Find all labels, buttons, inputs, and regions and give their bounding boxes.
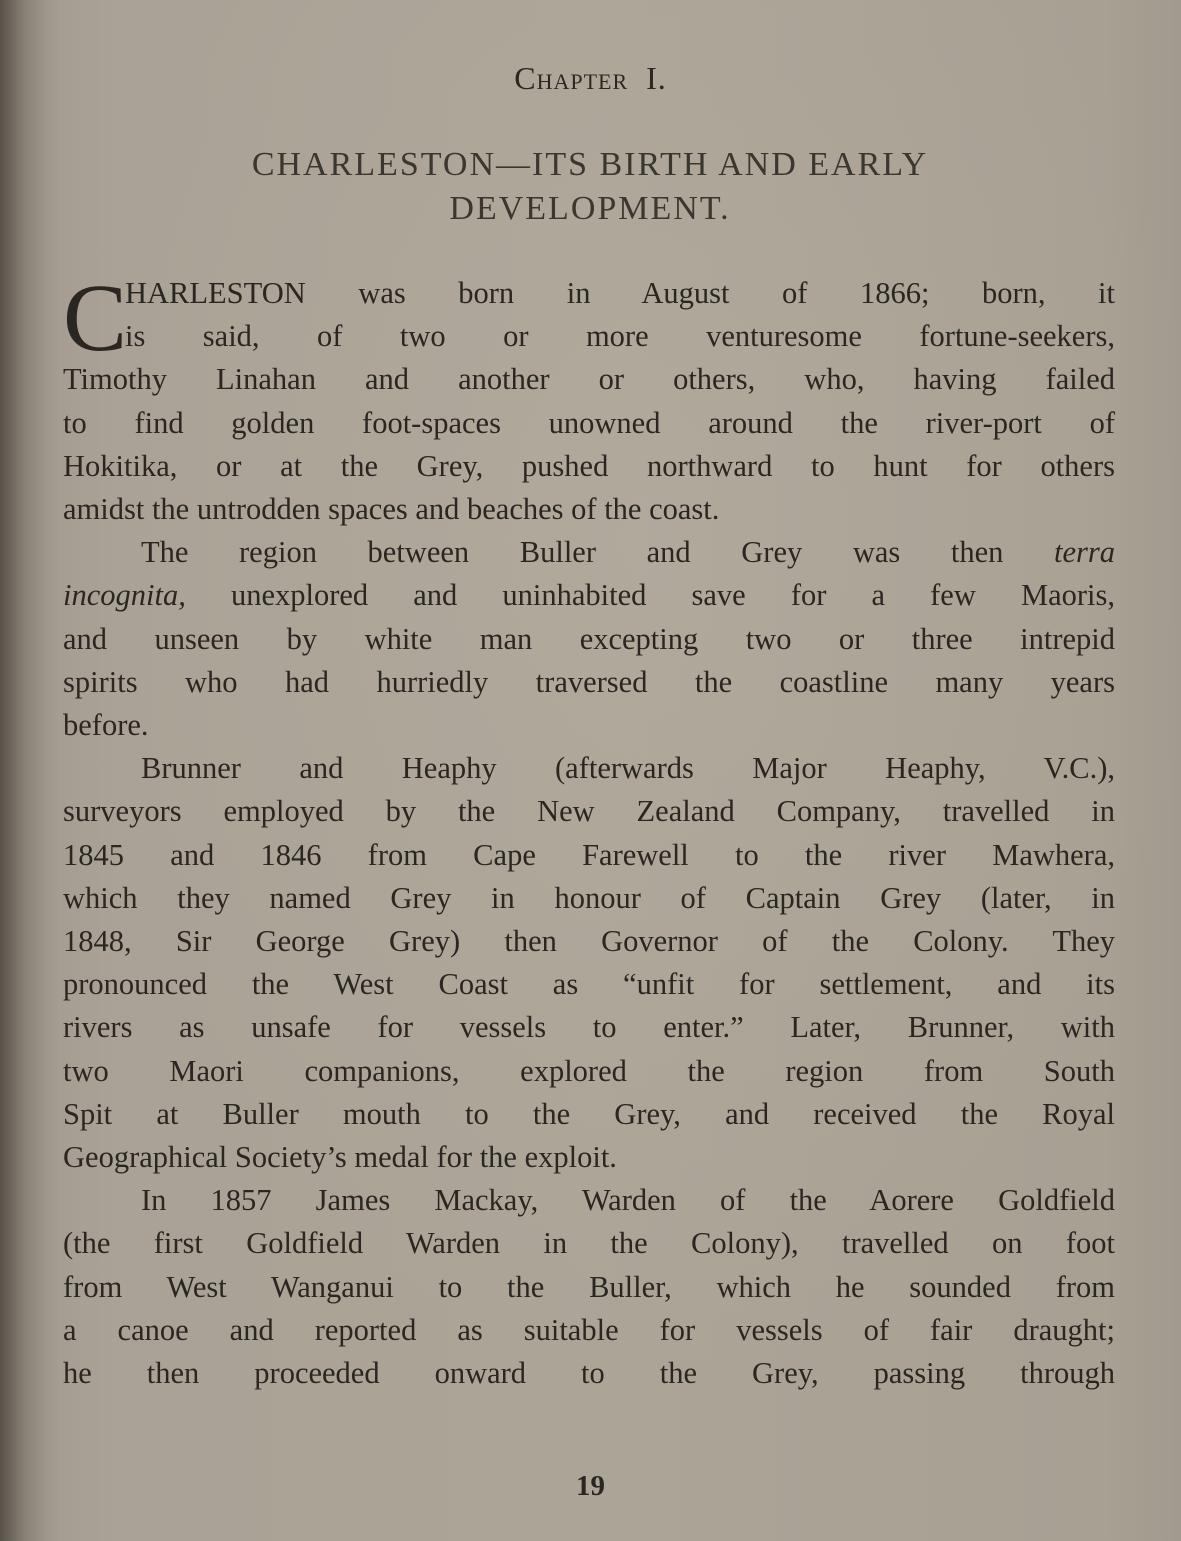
para2-line-5: before.: [63, 708, 149, 743]
para1-line-3: Timothy Linahan and another or others, who, having failed: [63, 362, 1115, 397]
para3-line-2: surveyors employed by the New Zealand Company, travelled in: [63, 794, 1115, 829]
para2-line-4: spirits who had hurriedly traversed the coastline many years: [63, 664, 1115, 699]
page-number: 19: [576, 1470, 605, 1502]
para1-line-6: amidst the untrodden spaces and beaches of the coast.: [63, 492, 720, 527]
body-text: [63, 264, 1115, 1395]
chapter-title-line-1: CHARLESTON—ITS BIRTH AND EARLY: [251, 146, 929, 183]
para3-line-5: 1848, Sir George Grey) then Governor of the Colony. They: [63, 924, 1115, 959]
para3-line-1: Brunner and Heaphy (afterwards Major Heaphy, V.C.),: [141, 751, 1115, 786]
chapter-heading: [0, 60, 1181, 97]
chapter-title: [110, 143, 1070, 231]
para2-line-2: [63, 574, 1115, 617]
chapter-heading-word: hapter: [536, 60, 629, 96]
para3-line-8: two Maori companions, explored the region from South: [63, 1053, 1115, 1088]
para3-line-7: rivers as unsafe for vessels to enter.” Later, Brunner, with: [63, 1010, 1115, 1045]
para3-line-9: Spit at Buller mouth to the Grey, and received the Royal: [63, 1096, 1115, 1131]
para4-line-3: from West Wanganui to the Buller, which he sounded from: [63, 1269, 1115, 1304]
para4-line-2: (the first Goldfield Warden in the Colony), travelled on foot: [63, 1226, 1115, 1261]
para4-line-1: In 1857 James Mackay, Warden of the Aorere Goldfield: [141, 1183, 1115, 1218]
para2-line-1: [63, 531, 1115, 574]
drop-cap: C: [63, 264, 128, 371]
para1-line-5: Hokitika, or at the Grey, pushed northward to hunt for others: [63, 448, 1115, 483]
para3-line-3: 1845 and 1846 from Cape Farewell to the river Mawhera,: [63, 837, 1115, 872]
para2-line-2-italic: incognita,: [63, 578, 186, 613]
para3-line-4: which they named Grey in honour of Captain Grey (later, in: [63, 880, 1115, 915]
para1-line-4: to find golden foot-spaces unowned around the river-port of: [63, 405, 1115, 440]
para2-line-1-text: The region between Buller and Grey was then: [141, 535, 1004, 570]
para3-line-6: pronounced the West Coast as “unfit for settlement, and its: [63, 967, 1115, 1002]
para1-line-2: is said, of two or more venturesome fortune-seekers,: [125, 319, 1115, 354]
para2-line-1-italic: terra: [1054, 535, 1115, 570]
para2-line-3: and unseen by white man excepting two or three intrepid: [63, 621, 1115, 656]
chapter-title-line-2: DEVELOPMENT.: [449, 190, 731, 227]
para2-line-2-text: unexplored and uninhabited save for a few Maoris,: [230, 578, 1115, 613]
chapter-heading-initial: C: [514, 60, 537, 96]
para1-line-1: HARLESTON was born in August of 1866; born, it: [125, 276, 1115, 310]
chapter-number: I.: [646, 60, 667, 96]
para4-line-4: a canoe and reported as suitable for vessels of fair draught;: [63, 1312, 1115, 1347]
page-gutter-shadow: [0, 0, 60, 1541]
para4-line-5: he then proceeded onward to the Grey, passing through: [63, 1356, 1115, 1391]
para3-line-10: Geographical Society’s medal for the exploit.: [63, 1140, 617, 1175]
